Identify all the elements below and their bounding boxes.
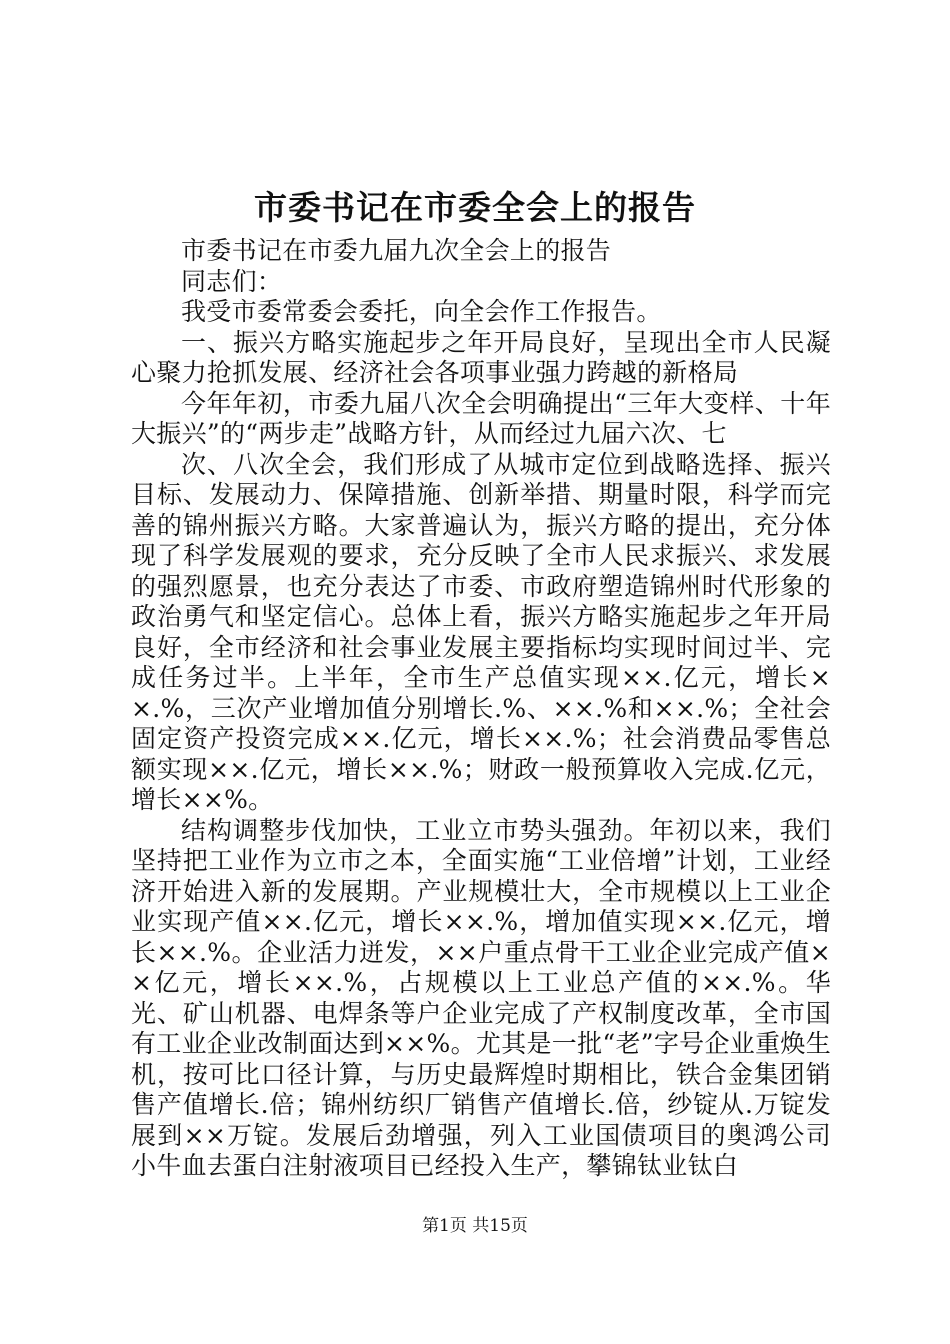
paragraph-section-heading: 一、振兴方略实施起步之年开局良好，呈现出全市人民凝心聚力抢抓发展、经济社会各项事业强力跨越的新格局 — [131, 327, 831, 387]
paragraph-intro: 我受市委常委会委托，向全会作工作报告。 — [181, 297, 662, 326]
paragraph-body: 今年年初，市委九届八次全会明确提出“三年大变样、十年大振兴”的“两步走”战略方针，从而经过九届六次、七 — [131, 388, 831, 448]
paragraph-body: 结构调整步伐加快，工业立市势头强劲。年初以来，我们坚持把工业作为立市之本，全面实施“工业倍增”计划，工业经济开始进入新的发展期。产业规模壮大，全市规模以上工业企业实现产值××.亿元，增长××.%，增加值实现××.亿元，增长××.%。企业活力迸发，××户重点骨干工业企业完成产值××亿元，增长××.%，占规模以上工业总产值的××.%。华光、矿山机器、电焊条等户企业完成了产权制度改革，全市国有工业企业改制面达到××%。尤其是一批“老”字号企业重焕生机，按可比口径计算，与历史最辉煌时期相比，铁合金集团销售产值增长.倍；锦州纺织厂销售产值增长.倍，纱锭从.万锭发展到××万锭。发展后劲增强，列入工业国债项目的奥鸿公司小牛血去蛋白注射液项目已经投入生产，攀锦钛业钛白 — [131, 815, 831, 1180]
paragraph-salutation: 同志们： — [181, 266, 283, 296]
document-title: 市委书记在市委全会上的报告 — [254, 188, 696, 227]
paragraph-body: 次、八次全会，我们形成了从城市定位到战略选择、振兴目标、发展动力、保障措施、创新举措、期量时限，科学而完善的锦州振兴方略。大家普遍认为，振兴方略的提出，充分体现了科学发展观的要求，充分反映了全市人民求振兴、求发展的强烈愿景，也充分表达了市委、市政府塑造锦州时代形象的政治勇气和坚定信心。总体上看，振兴方略实施起步之年开局良好，全市经济和社会事业发展主要指标均实现时间过半、完成任务过半。上半年，全市生产总值实现××.亿元，增长××.%，三次产业增加值分别增长.%、××.%和××.%；全社会固定资产投资完成××.亿元，增长××.%；社会消费品零售总额实现××.亿元，增长××.%；财政一般预算收入完成.亿元，增长××%。 — [131, 449, 831, 814]
page-number-footer: 第1页 共15页 — [422, 1216, 528, 1236]
paragraph-subtitle: 市委书记在市委九届九次全会上的报告 — [181, 236, 612, 265]
document-body — [131, 236, 831, 1182]
